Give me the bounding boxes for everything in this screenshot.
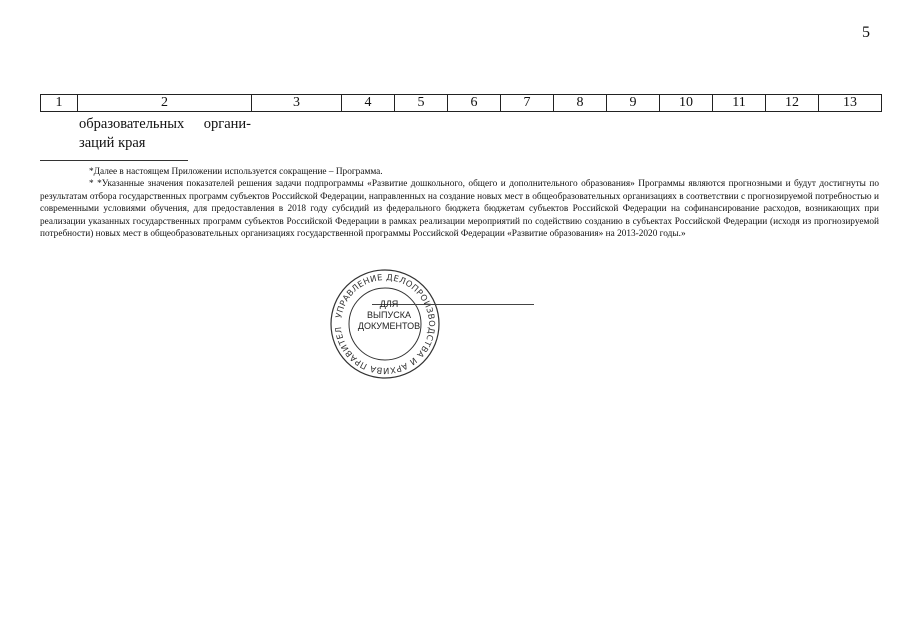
column-number: 10 — [660, 95, 713, 112]
column-number: 2 — [78, 95, 252, 112]
stamp-line-3: ДОКУМЕНТОВ — [357, 321, 421, 331]
column-number: 1 — [41, 95, 78, 112]
footnote-2: * *Указанные значения показателей решения задачи подпрограммы «Развитие дошкольного, общего и дополнительного образования» Программы являются прогнозными и будут достигнуты по результатам отбора государственных программ субъектов Российской Федерации, направленных на создание новых мест в общеобразовательных организациях в соответствии с прогнозируемой потребностью и современными условиями обучения, для предоставления в 2018 году субсидий из федерального бюджета бюджетам субъектов Российской Федерации на софинансирование расходов, возникающих при реализации указанных государственных программ субъектов Российской Федерации в рамках реализации мероприятий по содействию созданию в субъектах Российской Федерации (исходя из прогнозируемой потребности) новых мест в общеобразовательных организациях государственной программы Российской Федерации «Развитие образования» на 2013-2020 годы.» — [40, 179, 879, 240]
stamp-line-1: ДЛЯ — [379, 299, 399, 309]
column-number: 6 — [448, 95, 501, 112]
column-number: 12 — [766, 95, 819, 112]
table-cell-continuation — [79, 115, 251, 153]
column-number: 7 — [501, 95, 554, 112]
column-number: 8 — [554, 95, 607, 112]
column-number: 13 — [819, 95, 882, 112]
stamp-center-text — [353, 299, 425, 332]
column-number: 9 — [607, 95, 660, 112]
stamp-line-2: ВЫПУСКА — [367, 310, 411, 320]
page-number: 5 — [862, 24, 870, 41]
column-number-header — [40, 94, 882, 112]
column-number: 5 — [395, 95, 448, 112]
column-number: 11 — [713, 95, 766, 112]
continuation-line-1: образовательных органи- — [79, 116, 251, 132]
footnote-1: *Далее в настоящем Приложении используется сокращение – Программа. — [89, 167, 383, 177]
svg-text:УПРАВЛЕНИЕ ДЕЛОПРОИЗВОДСТВА И: УПРАВЛЕНИЕ ДЕЛОПРОИЗВОДСТВА И АРХИВА ПРАВИТЕЛ — [332, 271, 438, 377]
column-number: 4 — [342, 95, 395, 112]
continuation-line-2: заций края — [79, 135, 146, 151]
column-number: 3 — [252, 95, 342, 112]
footnote-separator — [40, 160, 188, 161]
